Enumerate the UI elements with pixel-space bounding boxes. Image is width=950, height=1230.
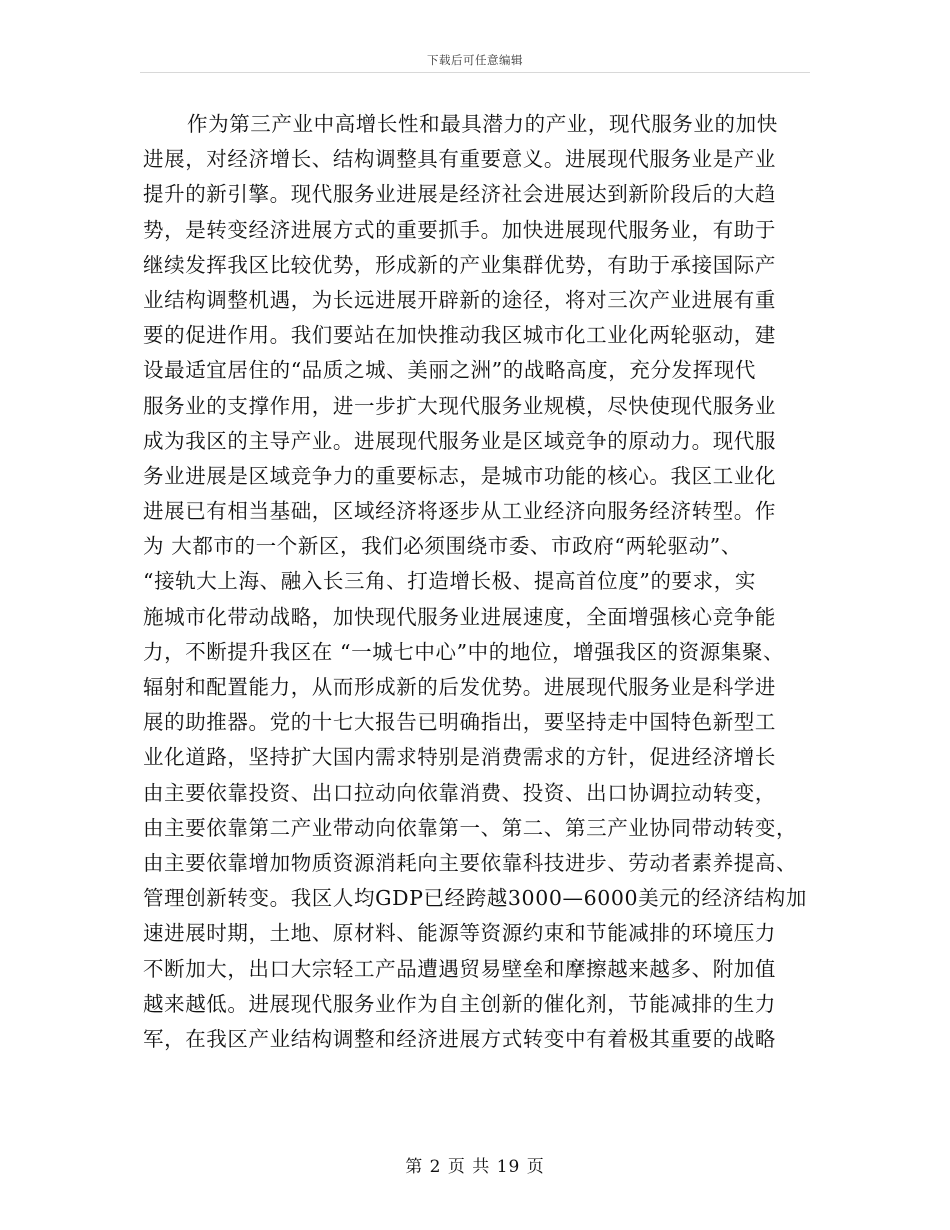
paragraph-line: 业化道路，坚持扩大国内需求特别是消费需求的方针，促进经济增长	[143, 745, 776, 770]
paragraph-line: 速进展时期，土地、原材料、能源等资源约束和节能减排的环境压力	[143, 921, 776, 946]
paragraph-line: 提升的新引擎。现代服务业进展是经济社会进展达到新阶段后的大趋	[143, 182, 776, 207]
paragraph-line: 越来越低。进展现代服务业作为自主创新的催化剂，节能减排的生力	[143, 991, 776, 1016]
paragraph-line: 继续发挥我区比较优势，形成新的产业集群优势，有助于承接国际产	[143, 252, 776, 277]
page-header: 下载后可任意编辑	[427, 53, 523, 67]
body-text	[143, 107, 813, 1057]
paragraph-line: 服务业的支撑作用，进一步扩大现代服务业规模，尽快使现代服务业	[143, 393, 776, 418]
paragraph-line: 展的助推器。党的十七大报告已明确指出，要坚持走中国特色新型工	[143, 710, 776, 735]
paragraph-line: 管理创新转变。我区人均GDP已经跨越3000—6000美元的经济结构加	[143, 886, 807, 911]
paragraph-line: 由主要依靠投资、出口拉动向依靠消费、投资、出口协调拉动转变，	[143, 780, 776, 805]
paragraph-line: “接轨大上海、融入长三角、打造增长极、提高首位度”的要求，实	[143, 569, 756, 594]
paragraph-line: 要的促进作用。我们要站在加快推动我区城市化工业化两轮驱动，建	[143, 323, 776, 348]
paragraph-line: 进展已有相当基础，区域经济将逐步从工业经济向服务经济转型。作	[143, 499, 776, 524]
paragraph-line: 设最适宜居住的“品质之城、美丽之洲”的战略高度，充分发挥现代	[143, 358, 756, 383]
footer-suffix: 页	[526, 1157, 545, 1177]
page-footer	[0, 1152, 950, 1177]
paragraph-line: 务业进展是区域竞争力的重要标志，是城市功能的核心。我区工业化	[143, 463, 776, 488]
footer-prefix: 第	[405, 1157, 424, 1177]
paragraph-line: 施城市化带动战略，加快现代服务业进展速度，全面增强核心竞争能	[143, 604, 776, 629]
paragraph-line: 不断加大，出口大宗轻工产品遭遇贸易壁垒和摩擦越来越多、附加值	[143, 956, 776, 981]
paragraph-line: 军，在我区产业结构调整和经济进展方式转变中有着极其重要的战略	[143, 1026, 776, 1051]
header-divider	[140, 72, 810, 73]
paragraph-line: 由主要依靠第二产业带动向依靠第一、第二、第三产业协同带动转变，	[143, 815, 798, 840]
paragraph-line: 由主要依靠增加物质资源消耗向主要依靠科技进步、劳动者素养提高、	[143, 850, 798, 875]
paragraph-line: 作为第三产业中高增长性和最具潜力的产业，现代服务业的加快	[187, 112, 778, 136]
paragraph-line: 业结构调整机遇，为长远进展开辟新的途径，将对三次产业进展有重	[143, 287, 776, 312]
footer-middle: 页 共	[447, 1157, 491, 1177]
paragraph-line: 势，是转变经济进展方式的重要抓手。加快进展现代服务业，有助于	[143, 217, 776, 242]
paragraph-line: 辐射和配置能力，从而形成新的后发优势。进展现代服务业是科学进	[143, 675, 776, 699]
paragraph-line: 成为我区的主导产业。进展现代服务业是区域竞争的原动力。现代服	[143, 428, 776, 453]
paragraph-line: 为 大都市的一个新区，我们必须围绕市委、市政府“两轮驱动”、	[143, 534, 742, 559]
footer-total-pages: 19	[496, 1157, 521, 1177]
footer-page-number: 2	[429, 1157, 442, 1177]
paragraph-line: 进展，对经济增长、结构调整具有重要意义。进展现代服务业是产业	[143, 147, 776, 172]
paragraph-line: 力，不断提升我区在 “一城七中心”中的地位，增强我区的资源集聚、	[143, 639, 785, 664]
